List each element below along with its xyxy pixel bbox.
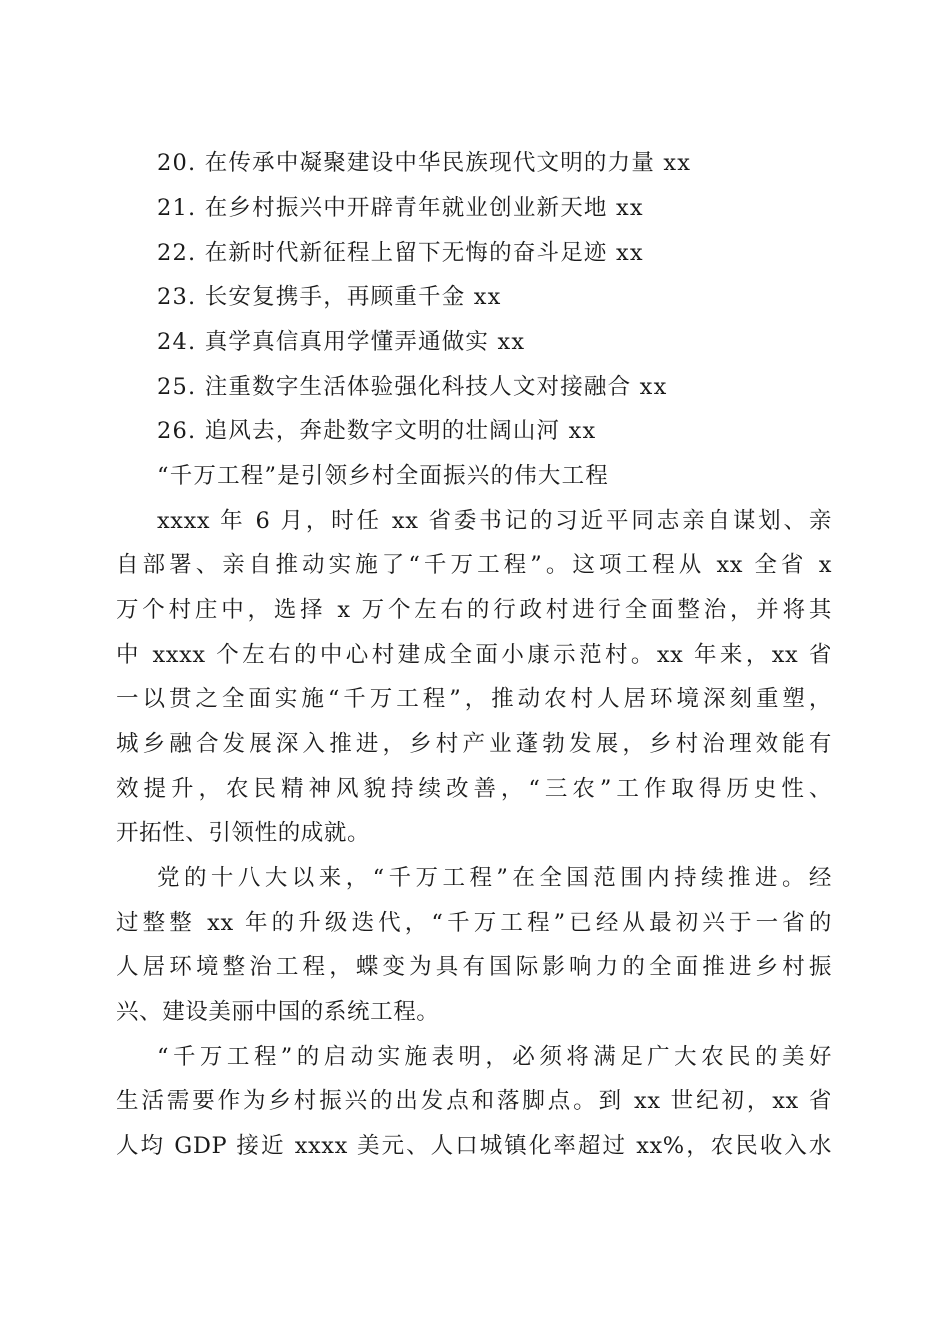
- paragraph-2-line: 过整整 xx 年的升级迭代，“千万工程”已经从最初兴于一省的: [116, 910, 832, 936]
- paragraph-2-line: 党的十八大以来，“千万工程”在全国范围内持续推进。经: [157, 865, 832, 891]
- paragraph-2-line: 人居环境整治工程，蝶变为具有国际影响力的全面推进乡村振: [116, 954, 832, 980]
- list-item: 23. 长安复携手，再顾重千金 xx: [157, 284, 502, 310]
- paragraph-1-line: 效提升，农民精神风貌持续改善，“三农”工作取得历史性、: [116, 776, 832, 802]
- list-item: 20. 在传承中凝聚建设中华民族现代文明的力量 xx: [157, 150, 692, 176]
- paragraph-1-line: 自部署、亲自推动实施了“千万工程”。这项工程从 xx 全省 x: [116, 552, 832, 578]
- paragraph-3-line: 人均 GDP 接近 xxxx 美元、人口城镇化率超过 xx%，农民收入水: [116, 1133, 832, 1159]
- section-heading: “千万工程”是引领乡村全面振兴的伟大工程: [157, 463, 610, 489]
- list-item: 24. 真学真信真用学懂弄通做实 xx: [157, 329, 526, 355]
- list-item: 21. 在乡村振兴中开辟青年就业创业新天地 xx: [157, 195, 644, 221]
- list-item: 25. 注重数字生活体验强化科技人文对接融合 xx: [157, 374, 668, 400]
- paragraph-3-line: 生活需要作为乡村振兴的出发点和落脚点。到 xx 世纪初，xx 省: [116, 1088, 832, 1114]
- paragraph-1-line: 开拓性、引领性的成就。: [116, 820, 371, 846]
- paragraph-2-line: 兴、建设美丽中国的系统工程。: [116, 999, 440, 1025]
- list-item: 26. 追风去，奔赴数字文明的壮阔山河 xx: [157, 418, 597, 444]
- paragraph-1-line: 一以贯之全面实施“千万工程”，推动农村人居环境深刻重塑，: [116, 686, 832, 712]
- paragraph-1-line: xxxx 年 6 月，时任 xx 省委书记的习近平同志亲自谋划、亲: [157, 508, 832, 534]
- list-item: 22. 在新时代新征程上留下无悔的奋斗足迹 xx: [157, 240, 644, 266]
- paragraph-1-line: 万个村庄中，选择 x 万个左右的行政村进行全面整治，并将其: [116, 597, 832, 623]
- paragraph-1-line: 中 xxxx 个左右的中心村建成全面小康示范村。xx 年来，xx 省: [116, 642, 832, 668]
- paragraph-3-line: “千万工程”的启动实施表明，必须将满足广大农民的美好: [157, 1044, 832, 1070]
- paragraph-1-line: 城乡融合发展深入推进，乡村产业蓬勃发展，乡村治理效能有: [116, 731, 832, 757]
